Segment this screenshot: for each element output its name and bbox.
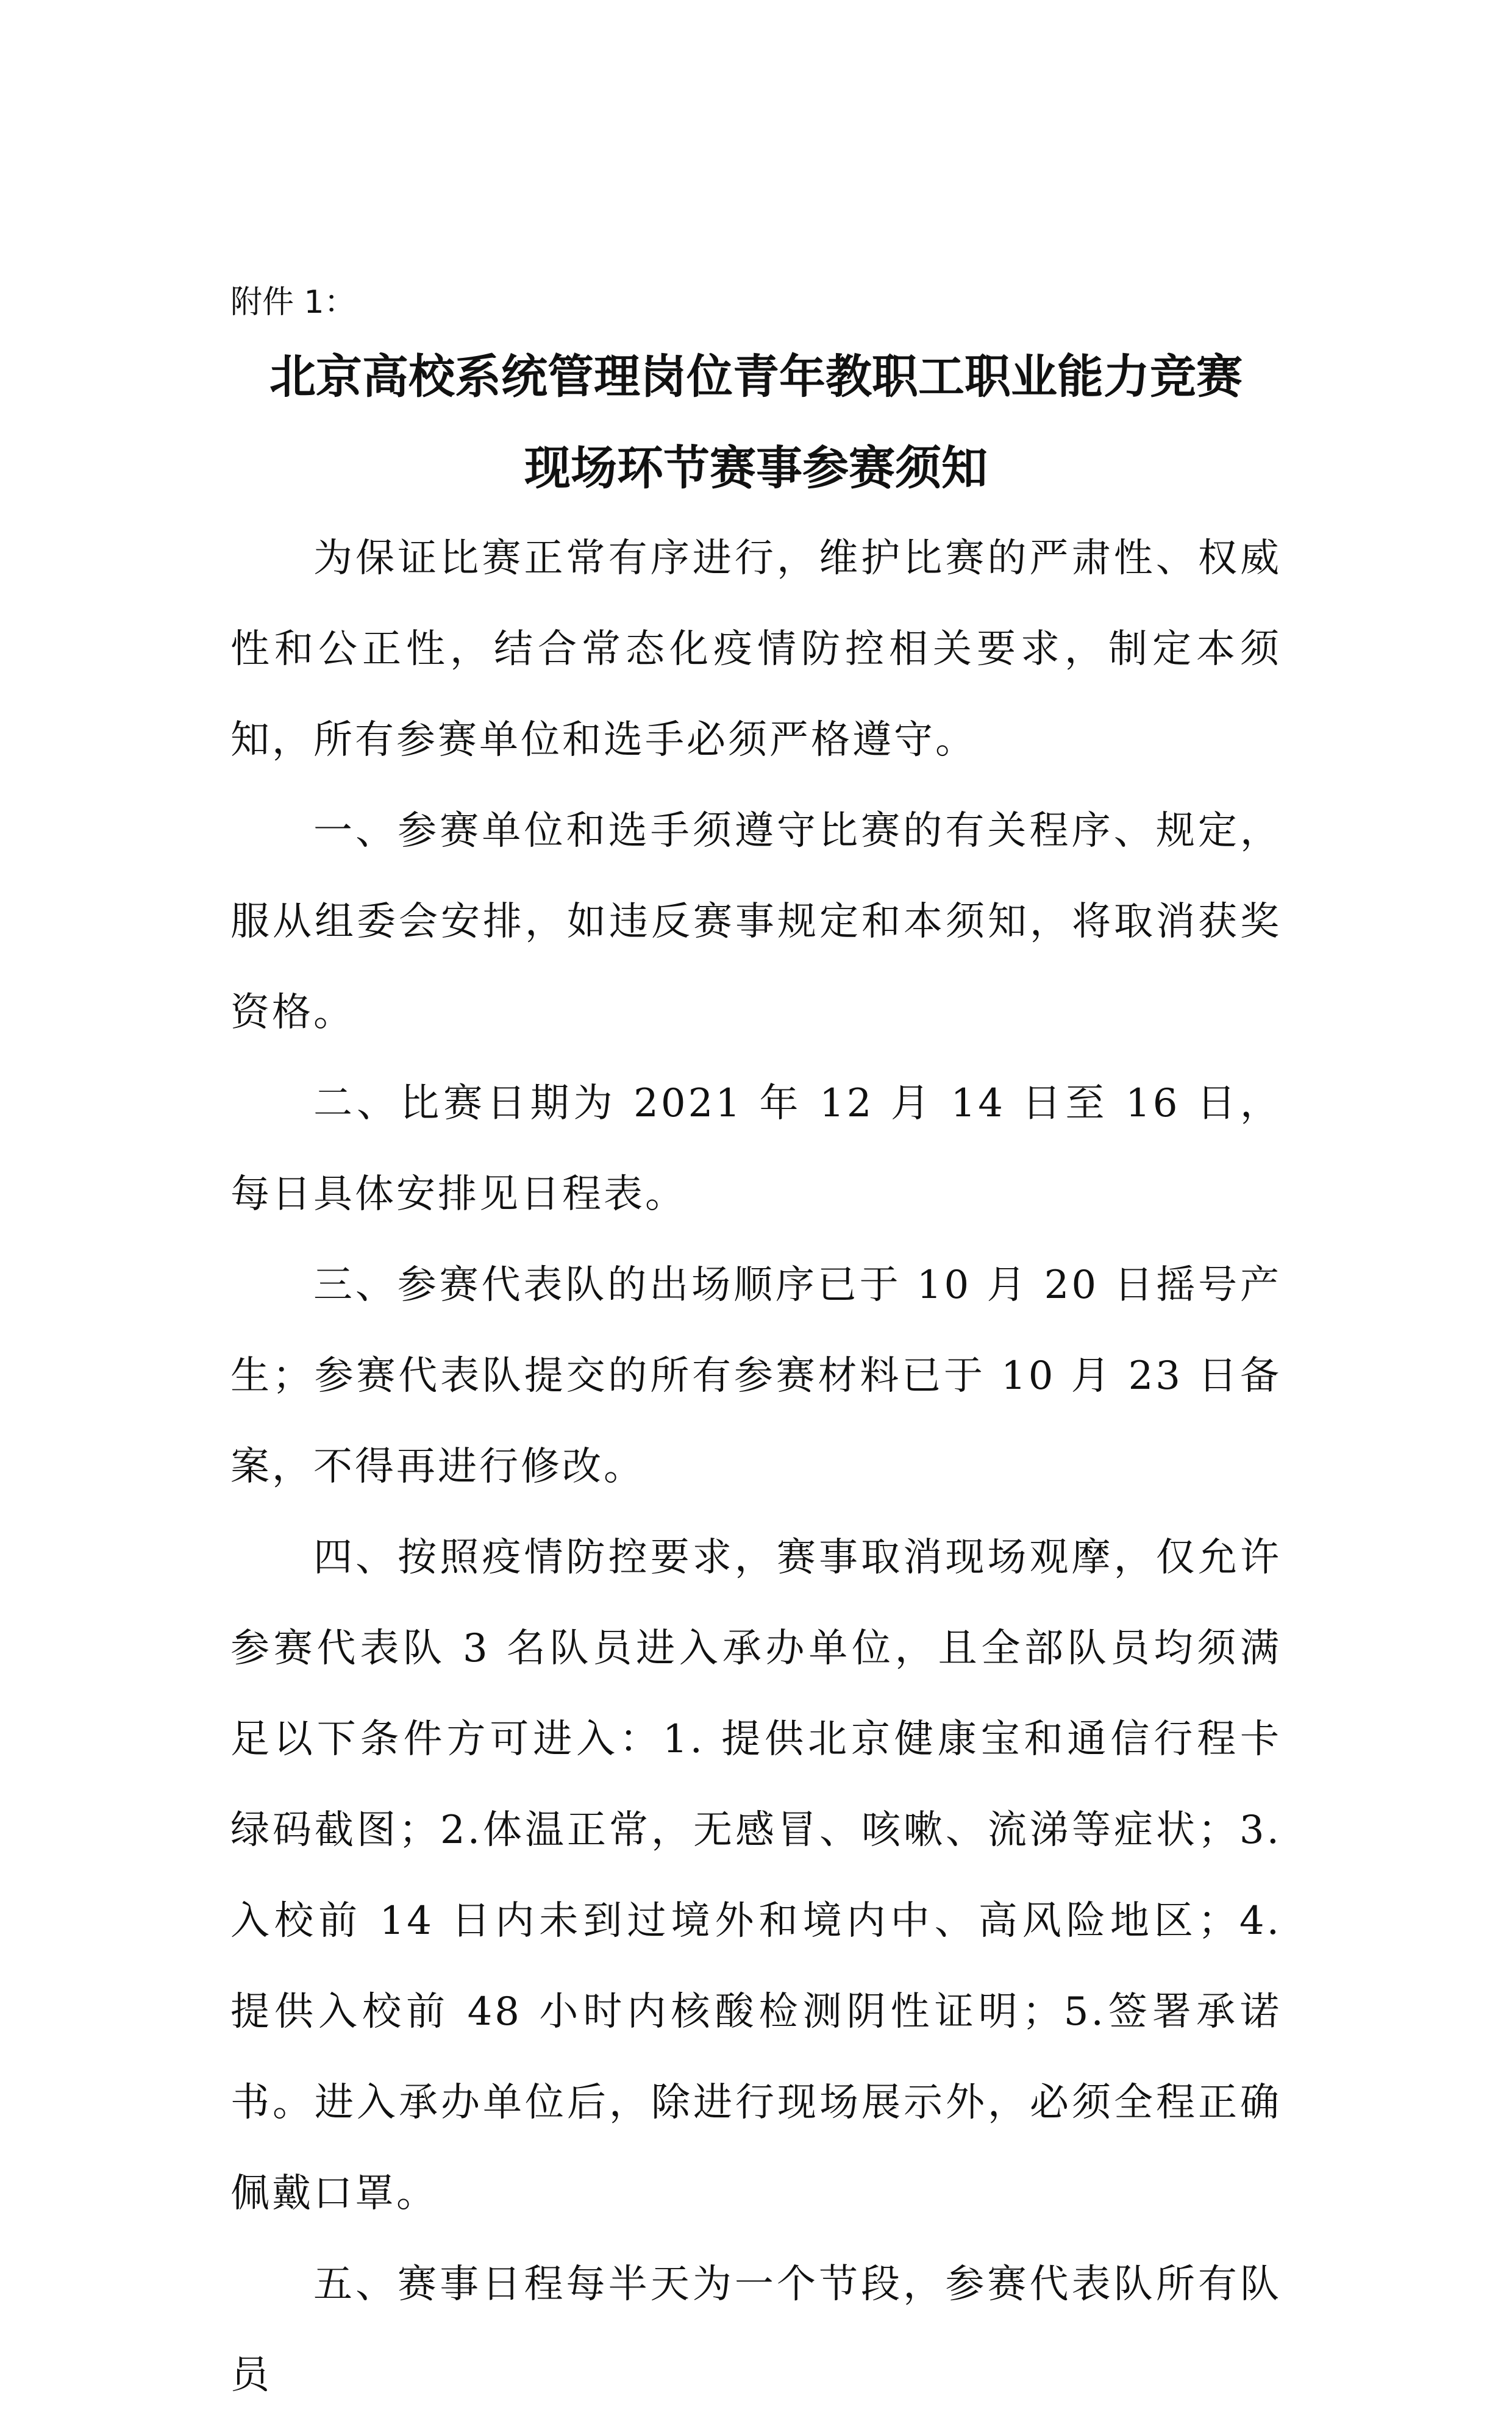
document-body	[230, 513, 1282, 2421]
paragraph-rule-1: 一、参赛单位和选手须遵守比赛的有关程序、规定，服从组委会安排，如违反赛事规定和本须知，将取消获奖资格。	[230, 808, 1282, 1035]
paragraph-intro: 为保证比赛正常有序进行，维护比赛的严肃性、权威性和公正性，结合常态化疫情防控相关要求，制定本须知，所有参赛单位和选手必须严格遵守。	[230, 536, 1282, 763]
paragraph-rule-2: 二、比赛日期为 2021 年 12 月 14 日至 16 日，每日具体安排见日程表。	[230, 1081, 1282, 1217]
paragraph-rule-5: 五、赛事日程每半天为一个节段，参赛代表队所有队员	[230, 2262, 1282, 2398]
paragraph-rule-4: 四、按照疫情防控要求，赛事取消现场观摩，仅允许参赛代表队 3 名队员进入承办单位，且全部队员均须满足以下条件方可进入：1. 提供北京健康宝和通信行程卡绿码截图；2.体温正常，无感冒、咳嗽、流涕等症状；3.入校前 14 日内未到过境外和境内中、高风险地区；4. 提供入校前 48 小时内核酸检测阴性证明；5.签署承诺书。进入承办单位后，除进行现场展示外，必须全程正确佩戴口罩。	[230, 1535, 1282, 2216]
document-title-line-1: 北京高校系统管理岗位青年教职工职业能力竞赛	[269, 349, 1243, 404]
paragraph-rule-3: 三、参赛代表队的出场顺序已于 10 月 20 日摇号产生；参赛代表队提交的所有参赛材料已于 10 月 23 日备案，不得再进行修改。	[230, 1263, 1282, 1489]
document-title-line-2: 现场环节赛事参赛须知	[524, 441, 988, 495]
attachment-label: 附件 1：	[230, 284, 356, 321]
